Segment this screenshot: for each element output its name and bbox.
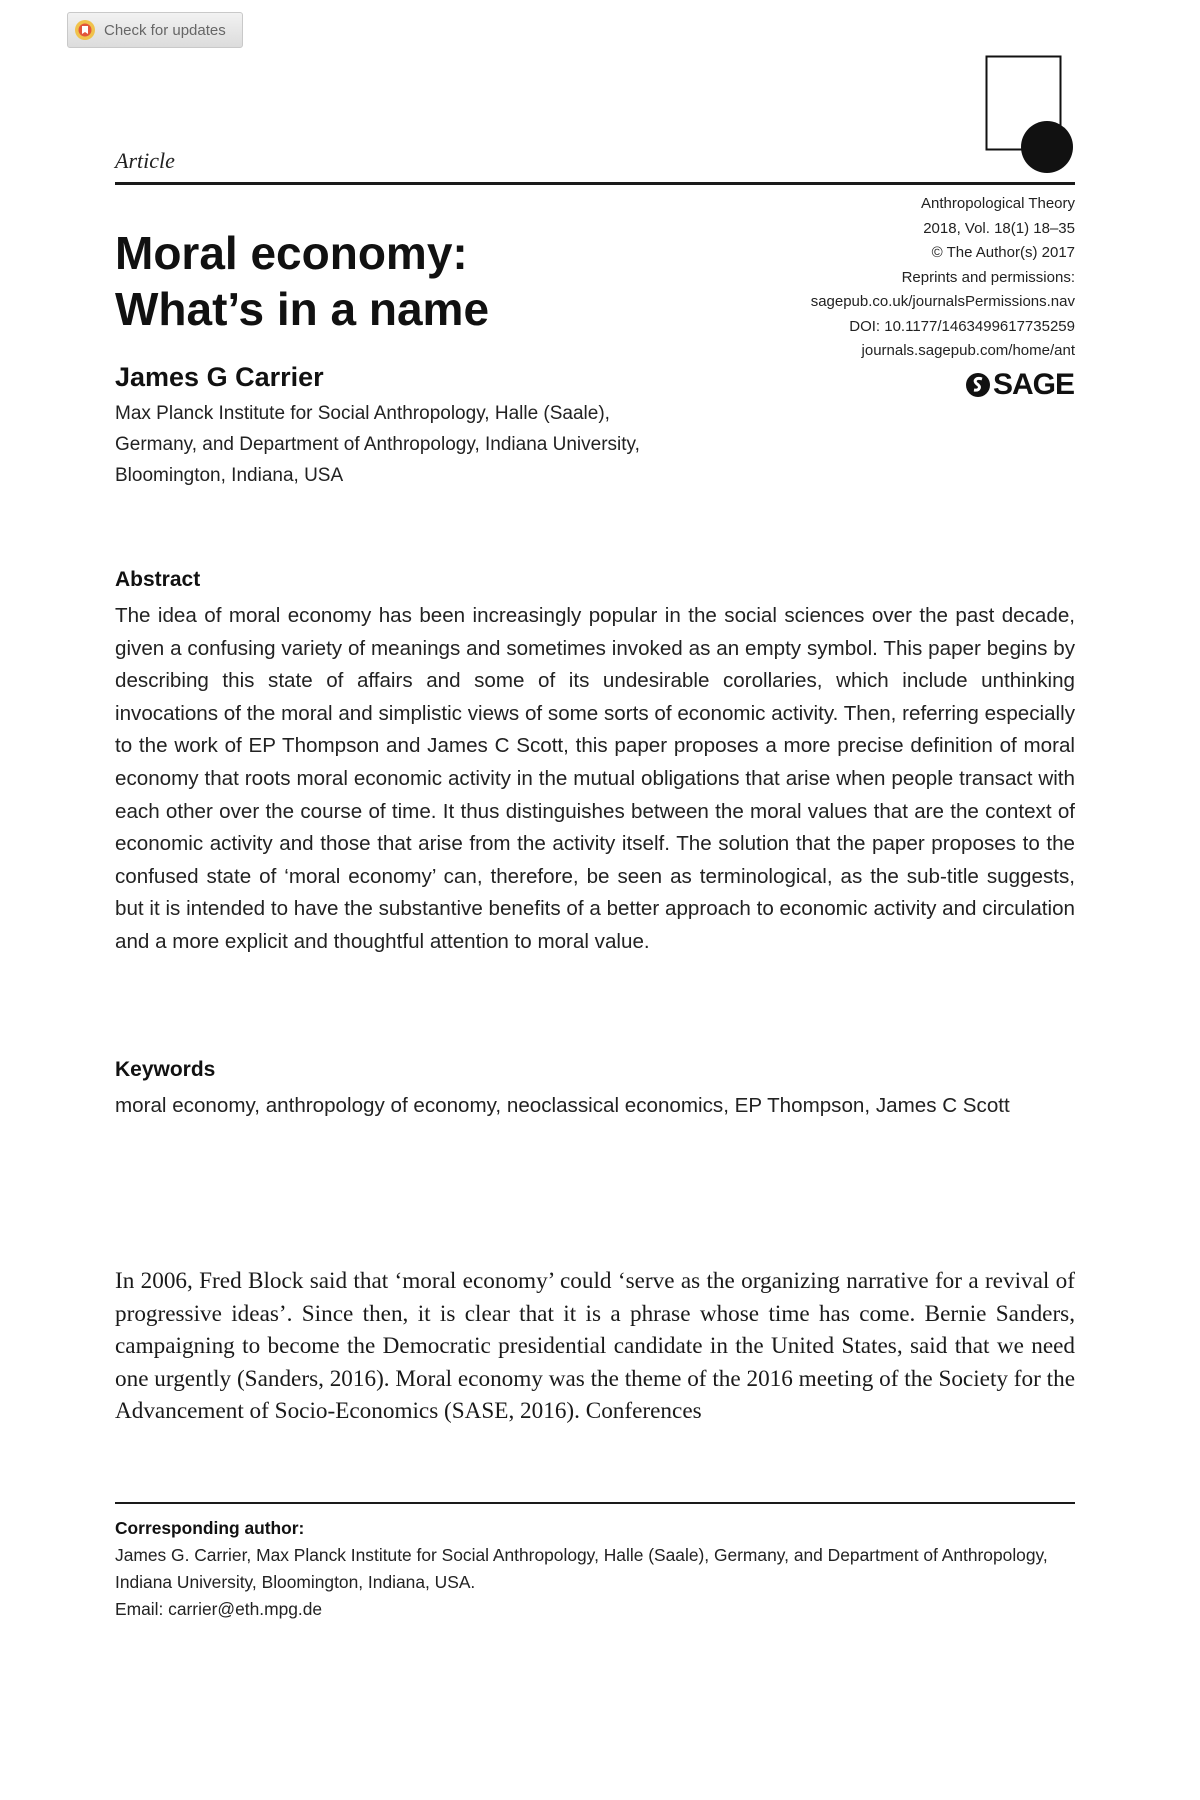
journal-logo-icon: [985, 55, 1075, 175]
footnote-rule: [115, 1502, 1075, 1504]
header-rule: [115, 182, 1075, 185]
reprints-link[interactable]: sagepub.co.uk/journalsPermissions.nav: [810, 293, 1075, 310]
reprints-label: Reprints and permissions:: [901, 268, 1075, 286]
journal-link[interactable]: journals.sagepub.com/home/ant: [861, 342, 1075, 359]
copyright-notice: © The Author(s) 2017: [931, 244, 1075, 261]
check-updates-label: Check for updates: [104, 21, 226, 39]
article-type-label: Article: [115, 148, 175, 173]
check-for-updates-button[interactable]: [67, 12, 243, 48]
author-email[interactable]: Email: carrier@eth.mpg.de: [115, 1599, 323, 1619]
affiliation-line: Bloomington, Indiana, USA: [115, 465, 344, 486]
abstract-text: The idea of moral economy has been increasingly popular in the social sciences over the past decade, given a confusing variety of meanings and sometimes invoked as an empty symbol. This paper begins by describing this state of affairs and some of its undesirable corollaries, which include unthinking invocations of the moral and simplistic views of some sorts of economic activity. Then, referring especially to the work of EP Thompson and James C Scott, this paper proposes a more precise definition of moral economy that roots moral economic activity in the mutual obligations that arise when people transact with each other over the course of time. It thus distinguishes between the moral values that are the context of economic activity and those that arise from the activity itself. The solution that the paper proposes to the confused state of ‘moral economy’ can, therefore, be seen as terminological, as the sub-title suggests, but it is intended to have the substantive benefits of a better approach to economic activity and circulation and a more explicit and thoughtful attention to moral value.: [115, 604, 1075, 953]
title-line: Moral economy:: [115, 227, 468, 279]
sage-mark-icon: [965, 370, 991, 400]
keywords-text: moral economy, anthropology of economy, neoclassical economics, EP Thompson, James C Scott: [115, 1094, 1010, 1117]
keywords-heading: Keywords: [115, 1058, 216, 1081]
abstract-heading: Abstract: [115, 568, 201, 591]
author-name: James G Carrier: [115, 362, 324, 392]
publisher-logo-text: SAGE: [993, 368, 1075, 401]
publisher-logo: [965, 368, 1074, 402]
affiliation-line: Germany, and Department of Anthropology, Indiana University,: [115, 434, 640, 455]
affiliation-line: Max Planck Institute for Social Anthropology, Halle (Saale),: [115, 403, 610, 424]
journal-name: Anthropological Theory: [921, 195, 1075, 212]
check-updates-icon: [74, 19, 96, 41]
volume-info: 2018, Vol. 18(1) 18–35: [923, 219, 1075, 237]
body-paragraph: In 2006, Fred Block said that ‘moral economy’ could ‘serve as the organizing narrative for a revival of progressive ideas’. Since then, it is clear that it is a phrase whose time has come. Bernie Sanders, campaigning to become the Democratic presidential candidate in the United States, said that we need one urgently (Sanders, 2016). Moral economy was the theme of the 2016 meeting of the Society for the Advancement of Socio-Economics (SASE, 2016). Conferences: [115, 1268, 1075, 1425]
footnote-heading: Corresponding author:: [115, 1518, 305, 1538]
title-line: What’s in a name: [115, 283, 490, 335]
corresponding-author-note: [115, 1515, 1075, 1623]
journal-metadata: [811, 192, 1075, 364]
article-title: [115, 225, 489, 337]
author-affiliation: [115, 398, 640, 491]
doi-link[interactable]: DOI: 10.1177/1463499617735259: [849, 317, 1075, 335]
footnote-text: James G. Carrier, Max Planck Institute for Social Anthropology, Halle (Saale), Germany, and Department of Anthropology, Indiana University, Bloomington, Indiana, USA.: [115, 1545, 1048, 1592]
